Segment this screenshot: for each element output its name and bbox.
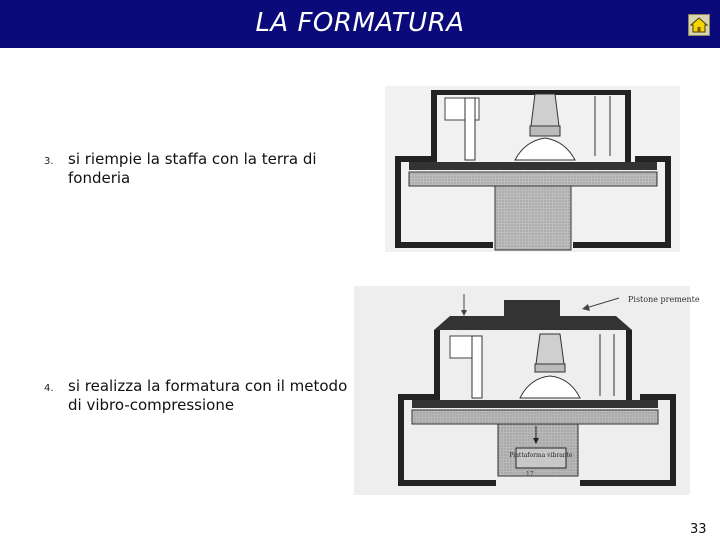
list-number: 4.	[44, 383, 54, 394]
pistone-label: Pistone premente	[628, 295, 700, 304]
home-button[interactable]	[688, 14, 710, 36]
vibro-compression-diagram	[354, 286, 700, 495]
piattaforma-label: Piattaforma vibrante	[509, 452, 573, 459]
list-text: si riempie la staffa con la terra di fonderia	[68, 150, 317, 187]
vibro-compression-figure	[354, 286, 700, 495]
page-number: 33	[690, 522, 707, 537]
figure-number: 17	[526, 471, 534, 478]
list-text: si realizza la formatura con il metodo di vibro-compressione	[68, 377, 348, 414]
list-number: 3.	[44, 156, 54, 167]
flask-diagram	[385, 86, 680, 252]
home-icon	[689, 15, 709, 35]
flask-filling-figure	[385, 86, 680, 252]
slide-title: LA FORMATURA	[255, 8, 465, 38]
